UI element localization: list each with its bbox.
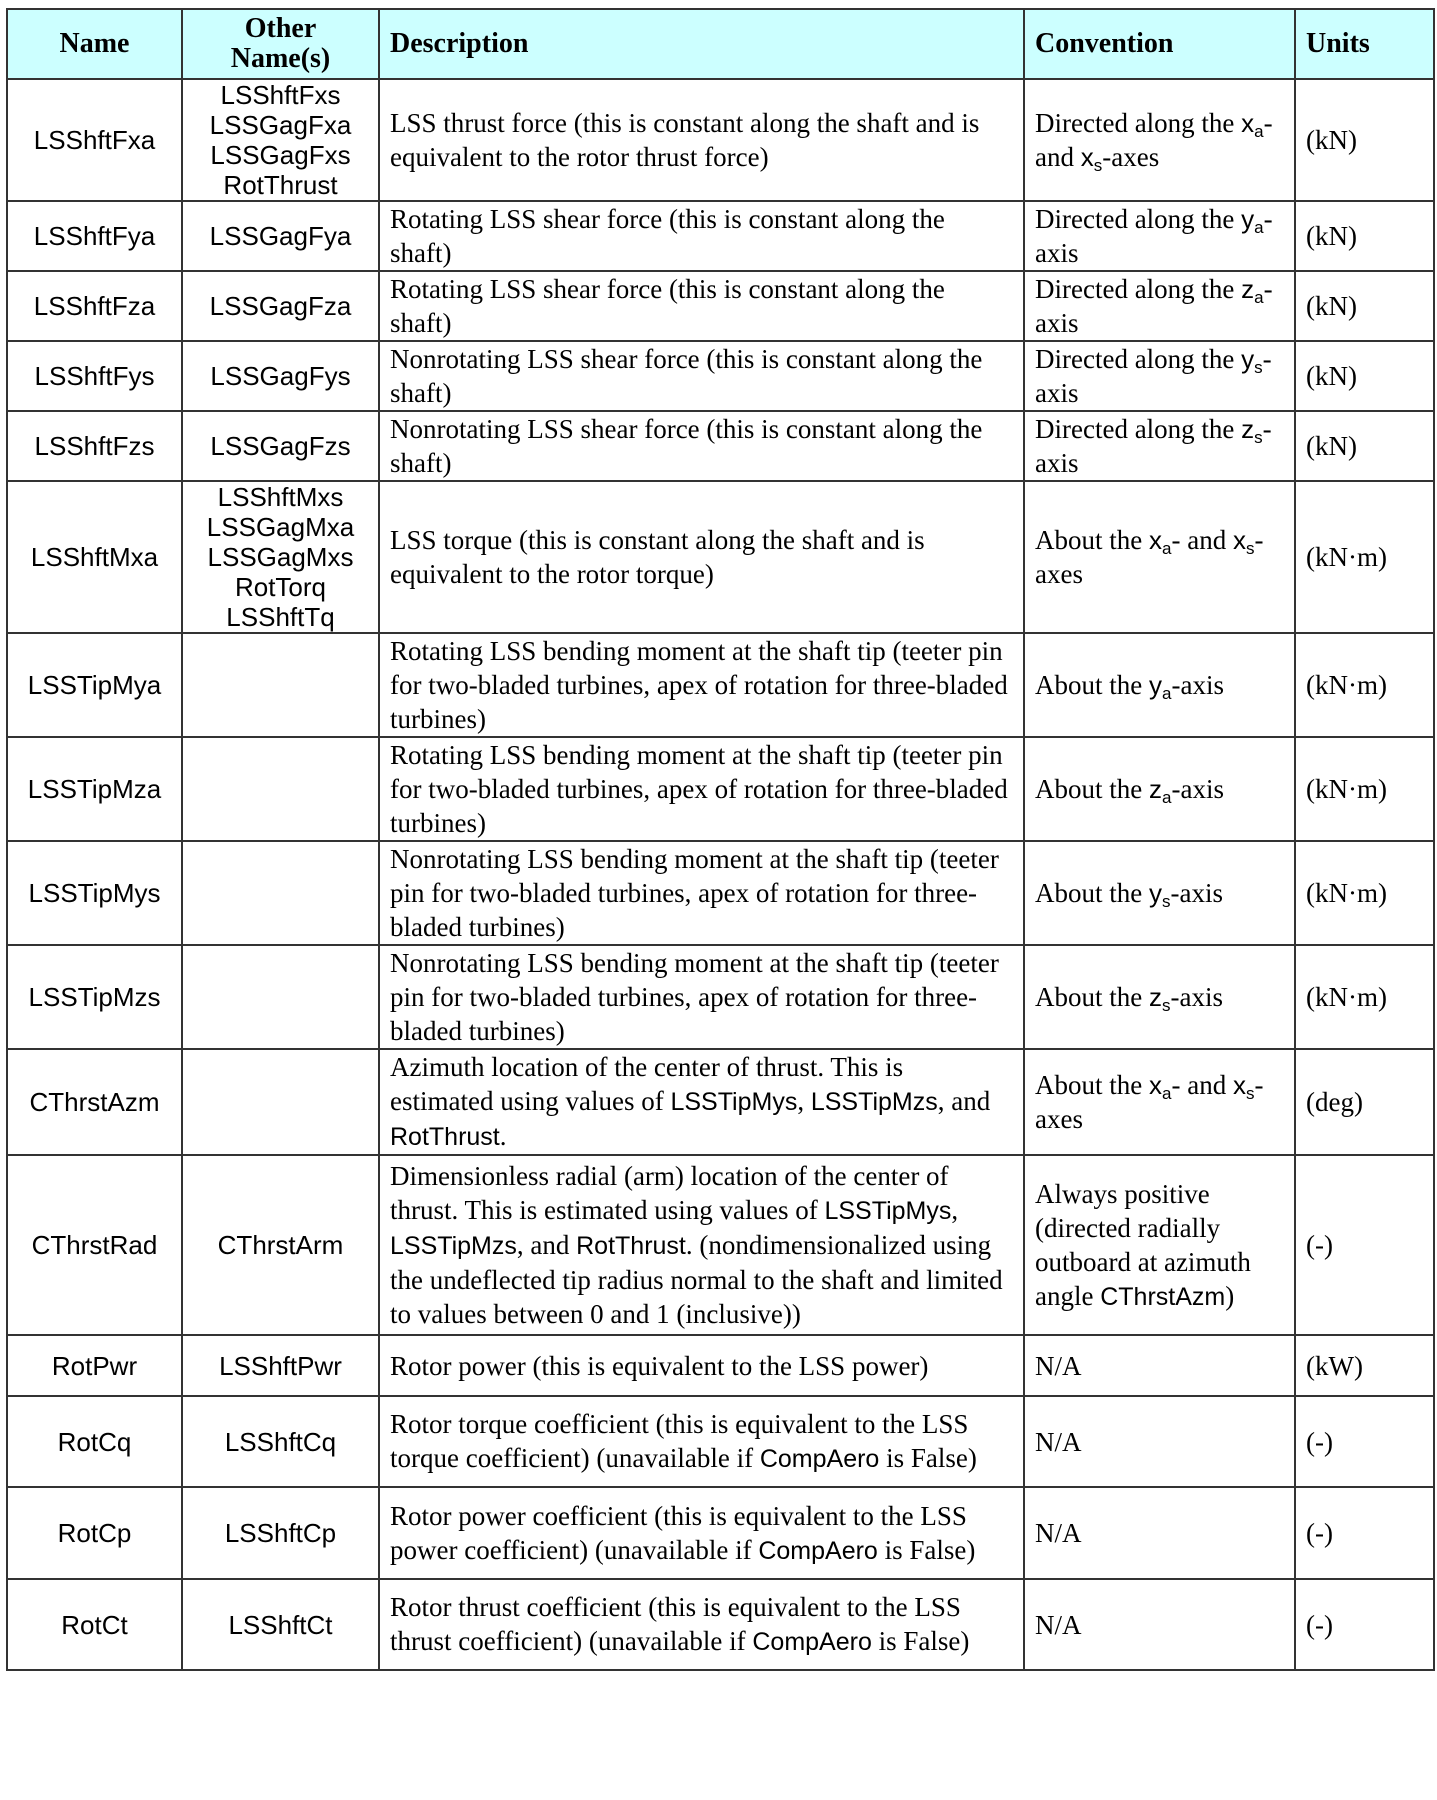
convention-text: Directed along the <box>1035 414 1242 444</box>
convention <box>1024 271 1295 341</box>
convention-text: -axes <box>1035 1070 1264 1134</box>
axis-letter: z <box>1149 982 1162 1012</box>
table-row <box>7 633 1434 737</box>
channel-name: RotPwr <box>7 1335 182 1396</box>
axis-symbol <box>1241 274 1264 307</box>
description-text: LSS torque (this is constant along the shaft and is equivalent to the rotor torque) <box>390 525 925 589</box>
channel-reference: LSSTipMys <box>670 1088 798 1116</box>
axis-subscript: a <box>1162 684 1172 703</box>
channel-name: LSShftMxa <box>7 481 182 633</box>
convention <box>1024 1396 1295 1487</box>
axis-letter: z <box>1241 414 1255 444</box>
other-names <box>182 481 379 633</box>
axis-subscript: s <box>1245 1084 1255 1103</box>
axis-letter: y <box>1241 344 1255 374</box>
convention <box>1024 79 1295 201</box>
channel-reference: RotThrust <box>390 1123 500 1151</box>
convention-text: About the <box>1035 774 1149 804</box>
description <box>379 271 1024 341</box>
description <box>379 1335 1024 1396</box>
description-text: , <box>951 1195 959 1225</box>
convention-text: -axis <box>1170 982 1223 1012</box>
description-text: , <box>797 1086 811 1116</box>
convention-text: -axis <box>1171 774 1224 804</box>
convention <box>1024 341 1295 411</box>
convention-text: -axes <box>1102 142 1160 172</box>
description-text: . (nondimensionalized using the undeflected tip radius normal to the shaft and limited to values between 0 and 1 (inclusive)) <box>390 1230 1003 1329</box>
convention-text: -axis <box>1170 878 1223 908</box>
other-name: LSShftCp <box>224 1518 337 1548</box>
convention-text: -axis <box>1035 344 1272 408</box>
other-names <box>182 841 379 945</box>
description-text: Rotating LSS shear force (this is constant along the shaft) <box>390 204 945 268</box>
axis-symbol <box>1241 414 1263 447</box>
channel-reference: LSSTipMzs <box>810 1088 938 1116</box>
axis-symbol <box>1241 204 1264 237</box>
axis-letter: y <box>1241 204 1255 234</box>
header-name: Name <box>7 9 182 79</box>
description <box>379 481 1024 633</box>
units: (-) <box>1295 1487 1434 1579</box>
axis-symbol <box>1241 108 1264 141</box>
other-names <box>182 945 379 1049</box>
channel-reference: LSSTipMzs <box>390 1232 517 1260</box>
convention <box>1024 737 1295 841</box>
description-text: Rotor torque coefficient (this is equivalent to the LSS torque coefficient) (unavailable if <box>390 1409 969 1473</box>
description-text: Rotating LSS bending moment at the shaft tip (teeter pin for two-bladed turbines, apex of rotation for three-bladed turbines) <box>390 636 1008 734</box>
table-body <box>7 79 1434 1670</box>
axis-symbol <box>1149 1070 1172 1103</box>
channel-name: LSShftFya <box>7 201 182 271</box>
axis-subscript: s <box>1162 996 1171 1015</box>
other-names <box>182 1487 379 1579</box>
header-row <box>7 9 1434 79</box>
description-text: Rotor power (this is equivalent to the LSS power) <box>390 1350 929 1381</box>
other-names <box>182 1335 379 1396</box>
axis-subscript: s <box>1093 156 1103 175</box>
other-names <box>182 201 379 271</box>
description-text: Nonrotating LSS shear force (this is constant along the shaft) <box>390 344 983 408</box>
convention <box>1024 411 1295 481</box>
table-row <box>7 1487 1434 1579</box>
convention-text: Directed along the <box>1035 204 1242 234</box>
units: (-) <box>1295 1155 1434 1335</box>
axis-symbol <box>1241 344 1263 377</box>
axis-subscript: a <box>1254 288 1264 307</box>
channel-name: LSShftFza <box>7 271 182 341</box>
description-text: Dimensionless radial (arm) location of the center of thrust. This is estimated using values of <box>390 1161 949 1225</box>
header-units: Units <box>1295 9 1434 79</box>
description <box>379 841 1024 945</box>
description <box>379 1579 1024 1670</box>
table-row <box>7 201 1434 271</box>
convention-text: About the <box>1035 670 1149 700</box>
convention-text: About the <box>1035 982 1149 1012</box>
other-name: LSSGagFzs <box>210 431 351 461</box>
table-row <box>7 1396 1434 1487</box>
description-text: Rotor thrust coefficient (this is equivalent to the LSS thrust coefficient) (unavailable if <box>390 1592 961 1656</box>
convention-text: - and <box>1171 525 1233 555</box>
other-names <box>182 341 379 411</box>
convention-text: About the <box>1035 525 1149 555</box>
channel-name: LSShftFxa <box>7 79 182 201</box>
header-other-line2: Name(s) <box>230 43 331 74</box>
table-row <box>7 1335 1434 1396</box>
table-row <box>7 481 1434 633</box>
convention <box>1024 1049 1295 1155</box>
axis-letter: y <box>1149 878 1162 908</box>
units: (-) <box>1295 1396 1434 1487</box>
axis-subscript: s <box>1254 358 1263 377</box>
table-row <box>7 841 1434 945</box>
description <box>379 1396 1024 1487</box>
other-name: LSSGagMxs <box>207 542 354 572</box>
description-text: . <box>499 1121 507 1151</box>
units: (kN) <box>1295 341 1434 411</box>
other-names <box>182 1579 379 1670</box>
convention <box>1024 633 1295 737</box>
channel-name: LSSTipMya <box>7 633 182 737</box>
channel-name: LSShftFzs <box>7 411 182 481</box>
description-text: Nonrotating LSS bending moment at the shaft tip (teeter pin for two-bladed turbines, apex of rotation for three-bladed turbines) <box>390 948 999 1046</box>
convention-text: N/A <box>1035 1518 1082 1548</box>
axis-subscript: s <box>1254 428 1263 447</box>
channel-reference: RotThrust <box>576 1232 686 1260</box>
axis-symbol <box>1080 142 1103 175</box>
axis-subscript: a <box>1162 1084 1172 1103</box>
channel-name: RotCp <box>7 1487 182 1579</box>
convention <box>1024 201 1295 271</box>
axis-subscript: s <box>1245 539 1255 558</box>
axis-symbol <box>1149 525 1172 558</box>
units: (kN) <box>1295 411 1434 481</box>
table-row <box>7 271 1434 341</box>
units: (kW) <box>1295 1335 1434 1396</box>
table-row <box>7 1155 1434 1335</box>
axis-subscript: a <box>1162 788 1172 807</box>
description <box>379 1487 1024 1579</box>
units: (kN·m) <box>1295 481 1434 633</box>
channel-reference: CompAero <box>758 1536 878 1565</box>
axis-letter: z <box>1149 774 1162 804</box>
convention-text: - and <box>1171 1070 1233 1100</box>
channel-name: RotCq <box>7 1396 182 1487</box>
convention <box>1024 1335 1295 1396</box>
output-channel-table <box>6 8 1435 1671</box>
axis-letter: x <box>1232 525 1246 555</box>
units: (kN·m) <box>1295 633 1434 737</box>
axis-letter: x <box>1149 1070 1162 1100</box>
other-names <box>182 1049 379 1155</box>
table-row <box>7 79 1434 201</box>
description-text: , and <box>937 1086 991 1116</box>
channel-name: LSSTipMys <box>7 841 182 945</box>
other-name: LSShftCq <box>224 1426 337 1457</box>
other-names <box>182 271 379 341</box>
axis-letter: x <box>1149 525 1162 555</box>
channel-reference: CompAero <box>752 1628 872 1656</box>
description <box>379 1155 1024 1335</box>
other-name: LSSGagFxa <box>209 110 352 140</box>
table-row <box>7 1579 1434 1670</box>
header-convention: Convention <box>1024 9 1295 79</box>
other-name: LSShftMxs <box>217 482 344 512</box>
convention-text: N/A <box>1035 1350 1082 1381</box>
convention <box>1024 1155 1295 1335</box>
other-name: LSShftCt <box>228 1609 333 1640</box>
description <box>379 341 1024 411</box>
other-name: LSSGagFys <box>210 361 351 391</box>
description-text: Rotating LSS bending moment at the shaft tip (teeter pin for two-bladed turbines, apex of rotation for three-bladed turbines) <box>390 740 1008 838</box>
table-row <box>7 411 1434 481</box>
convention-text: Directed along the <box>1035 274 1242 304</box>
description <box>379 79 1024 201</box>
header-description: Description <box>379 9 1024 79</box>
convention-text: About the <box>1035 1070 1149 1100</box>
convention-text: -axis <box>1035 204 1273 268</box>
axis-symbol <box>1149 670 1172 703</box>
convention-text: - and <box>1035 108 1273 172</box>
other-name: LSShftFxs <box>220 80 341 110</box>
description-text: is False) <box>877 1534 976 1565</box>
convention-text: Directed along the <box>1035 344 1242 374</box>
other-name: LSShftTq <box>226 602 335 632</box>
other-names <box>182 79 379 201</box>
axis-subscript: a <box>1162 539 1172 558</box>
axis-subscript: s <box>1162 892 1171 911</box>
axis-symbol <box>1232 1070 1255 1103</box>
units: (kN) <box>1295 79 1434 201</box>
channel-reference: CompAero <box>759 1445 880 1473</box>
header-other-line1: Other <box>244 13 317 44</box>
convention-text: Directed along the <box>1035 108 1242 138</box>
description <box>379 633 1024 737</box>
convention-text: -axes <box>1035 525 1264 589</box>
channel-name: CThrstRad <box>7 1155 182 1335</box>
axis-subscript: a <box>1254 218 1264 237</box>
units: (kN·m) <box>1295 737 1434 841</box>
axis-letter: x <box>1241 108 1255 138</box>
other-name: LSShftPwr <box>219 1350 342 1381</box>
axis-symbol <box>1149 878 1171 911</box>
description-text: , and <box>516 1230 577 1260</box>
convention-text: -axis <box>1171 670 1224 700</box>
channel-name: LSSTipMza <box>7 737 182 841</box>
other-name: CThrstArm <box>217 1230 344 1260</box>
axis-letter: x <box>1232 1070 1246 1100</box>
units: (kN) <box>1295 271 1434 341</box>
axis-letter: x <box>1080 142 1094 172</box>
other-name: RotTorq <box>234 572 327 602</box>
axis-symbol <box>1149 982 1171 1015</box>
channel-reference: LSSTipMys <box>824 1197 952 1225</box>
channel-name: LSSTipMzs <box>7 945 182 1049</box>
description-text: Rotating LSS shear force (this is constant along the shaft) <box>390 274 945 338</box>
convention <box>1024 1579 1295 1670</box>
units: (deg) <box>1295 1049 1434 1155</box>
table-row <box>7 945 1434 1049</box>
convention-text: ) <box>1225 1280 1235 1311</box>
axis-symbol <box>1149 774 1172 807</box>
channel-name: CThrstAzm <box>7 1049 182 1155</box>
convention <box>1024 841 1295 945</box>
description-text: Nonrotating LSS shear force (this is constant along the shaft) <box>390 414 983 478</box>
other-name: LSSGagMxa <box>206 512 355 542</box>
convention-text: About the <box>1035 878 1149 908</box>
channel-name: LSShftFys <box>7 341 182 411</box>
other-name: LSSGagFxs <box>210 140 351 170</box>
other-name: RotThrust <box>223 170 338 200</box>
table-row <box>7 341 1434 411</box>
units: (-) <box>1295 1579 1434 1670</box>
description-text: LSS thrust force (this is constant along the shaft and is equivalent to the rotor thrust force) <box>390 108 980 172</box>
channel-reference: CThrstAzm <box>1100 1282 1226 1311</box>
description-text: Rotor power coefficient (this is equivalent to the LSS power coefficient) (unavailable if <box>390 1500 967 1565</box>
description-text: Azimuth location of the center of thrust. This is estimated using values of <box>390 1052 904 1116</box>
table-row <box>7 737 1434 841</box>
table-row <box>7 1049 1434 1155</box>
description <box>379 411 1024 481</box>
header-other-names <box>182 9 379 79</box>
convention <box>1024 945 1295 1049</box>
other-names <box>182 633 379 737</box>
description-text: is False) <box>879 1443 977 1473</box>
convention-text: -axis <box>1035 274 1273 338</box>
description <box>379 201 1024 271</box>
description <box>379 1049 1024 1155</box>
convention-text: N/A <box>1035 1609 1082 1640</box>
channel-name: RotCt <box>7 1579 182 1670</box>
other-names <box>182 1155 379 1335</box>
axis-letter: y <box>1149 670 1162 700</box>
other-names <box>182 737 379 841</box>
description-text: is False) <box>871 1626 970 1656</box>
convention-text: Always positive (directed radially outboard at azimuth angle <box>1035 1178 1251 1311</box>
other-name: LSSGagFza <box>209 291 352 321</box>
other-names <box>182 1396 379 1487</box>
convention-text: -axis <box>1035 414 1272 478</box>
other-names <box>182 411 379 481</box>
units: (kN·m) <box>1295 945 1434 1049</box>
description <box>379 737 1024 841</box>
axis-symbol <box>1232 525 1255 558</box>
convention-text: N/A <box>1035 1426 1082 1457</box>
convention <box>1024 481 1295 633</box>
units: (kN) <box>1295 201 1434 271</box>
units: (kN·m) <box>1295 841 1434 945</box>
convention <box>1024 1487 1295 1579</box>
description <box>379 945 1024 1049</box>
other-name: LSSGagFya <box>209 221 352 251</box>
axis-subscript: a <box>1254 122 1264 141</box>
axis-letter: z <box>1241 274 1255 304</box>
description-text: Nonrotating LSS bending moment at the shaft tip (teeter pin for two-bladed turbines, apex of rotation for three-bladed turbines) <box>390 844 999 942</box>
